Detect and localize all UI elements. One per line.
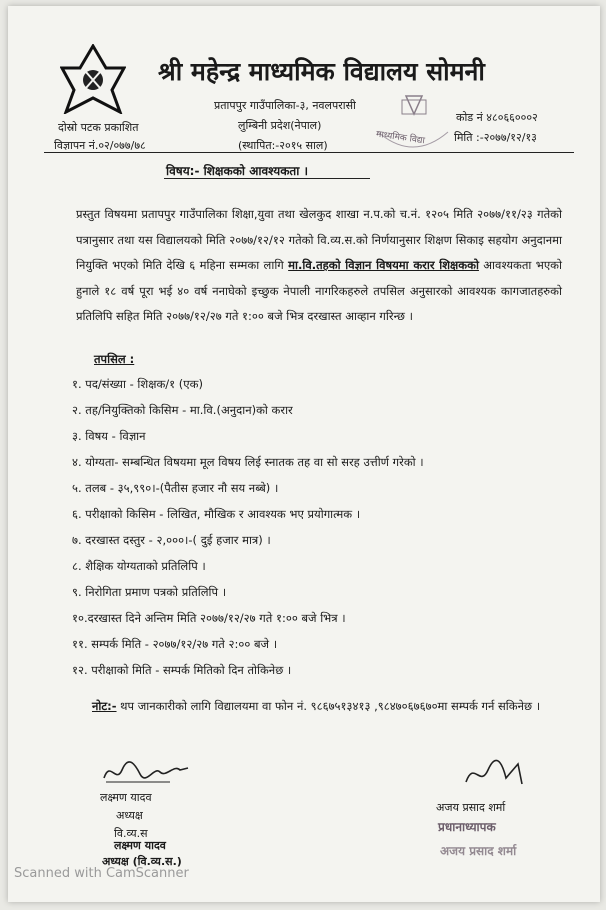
left-signatory-org: वि.व्य.स [114,827,148,840]
school-logo-icon [60,44,126,114]
detail-item: ५. तलब - ३५,९९०।-(पैतीस हजार नौ सय नब्बे) । [72,481,279,495]
detail-item: ८. शैक्षिक योग्यताको प्रतिलिपि । [72,559,206,573]
address-line1: प्रतापपुर गाउँपालिका-३, नवलपरासी [214,99,356,112]
paragraph-part2: आवश्यकता भएको हुनाले १८ वर्ष पूरा भई ४० वर्ष ननाघेको इच्छुक नेपाली नागरिकहरुले तपसिल अनुसारको आवश्यक कागजातहरुको प्रतिलिपि सहित मिति २०७७/१२/२७ गते १:०० बजे भित्र दरखास्त आव्हान गरिन्छ । [76,258,562,323]
left-signatory-title: अध्यक्ष [116,809,143,822]
detail-item: २. तह/नियुक्तिको किसिम - मा.वि.(अनुदान)को करार [72,403,293,417]
note-section [92,692,552,720]
seal-text: माध्यमिक विद्या [375,129,426,147]
subject-underline [164,178,370,179]
left-signatory-name: लक्ष्मण यादव [100,791,152,804]
note-label: नोट:- [92,699,117,713]
school-name: श्री महेन्द्र माध्यमिक विद्यालय सोमनी [158,57,485,86]
paragraph-part1: प्रस्तुत विषयमा प्रतापपुर गाउँपालिका शिक्षा,युवा तथा खेलकुद शाखा न.प.को च.नं. १२०५ मिति २०७७/११/२३ गतेको पत्रानुसार तथा यस विद्यालयको मिति २०७७/१२/१२ गतेको वि.व्य.स.को निर्णयानुसार शिक्षण सिकाइ सहयोग अनुदानमा नियुक्ति भएको मिति देखि ६ महिना सम्मका लागि [76,207,562,272]
signature-left-icon [100,756,192,786]
right-signatory-title: प्रधानाध्यापक [438,820,496,834]
scanner-watermark: Scanned with CamScanner [14,866,189,881]
right-signatory-name: अजय प्रसाद शर्मा [436,801,506,814]
notice-date: मिति :-२०७७/१२/१३ [454,131,537,144]
publication-status: दोस्रो पटक प्रकाशित [58,121,139,134]
header-divider [44,152,574,153]
detail-item: १२. परीक्षाको मिति - सम्पर्क मितिको दिन तोकिनेछ । [72,663,292,677]
details-heading: तपसिल : [94,352,135,366]
left-stamp-name: लक्ष्मण यादव [114,839,166,852]
detail-item: ६. परीक्षाको किसिम - लिखित, मौखिक र आवश्यक भए प्रयोगात्मक । [72,507,361,521]
detail-item: ७. दरखास्त दस्तुर - २,०००।-( दुई हजार मात्र) । [72,533,271,547]
school-code: कोड नं ४८०६६०००२ [456,111,538,124]
detail-item: ४. योग्यता- सम्बन्धित विषयमा मूल विषय लिई स्नातक तह वा सो सरह उत्तीर्ण गरेको । [72,455,424,469]
address-line2: लुम्बिनी प्रदेश(नेपाल) [238,119,322,132]
detail-item: ९. निरोगिता प्रमाण पत्रको प्रतिलिपि । [72,585,227,599]
detail-item: १०.दरखास्त दिने अन्तिम मिति २०७७/१२/२७ गते १:०० बजे भित्र । [72,611,346,625]
notice-number: विज्ञापन नं.०२/०७७/७८ [54,139,146,152]
established-year: (स्थापित:-२०१५ साल) [238,139,328,152]
signature-right-icon [462,758,532,790]
notice-paragraph [76,202,562,330]
document-page [8,6,600,902]
detail-item: १. पद/संख्या - शिक्षक/१ (एक) [72,377,203,391]
paragraph-highlight: मा.वि.तहको विज्ञान विषयमा करार शिक्षकको [288,258,479,272]
note-text: थप जानकारीको लागि विद्यालयमा वा फोन नं. ९८६७५१३४१३ ,९८४७०६७६७०मा सम्पर्क गर्न सकिनेछ । [116,699,541,713]
left-stamp-title: अध्यक्ष (वि.व्य.स.) [102,855,182,868]
notice-subject: विषय:- शिक्षकको आवश्यकता । [166,164,309,178]
detail-item: ११. सम्पर्क मिति - २०७७/१२/२७ गते २:०० बजे । [72,637,278,651]
right-stamp-name: अजय प्रसाद शर्मा [440,844,517,858]
detail-item: ३. विषय - विज्ञान [72,429,146,443]
